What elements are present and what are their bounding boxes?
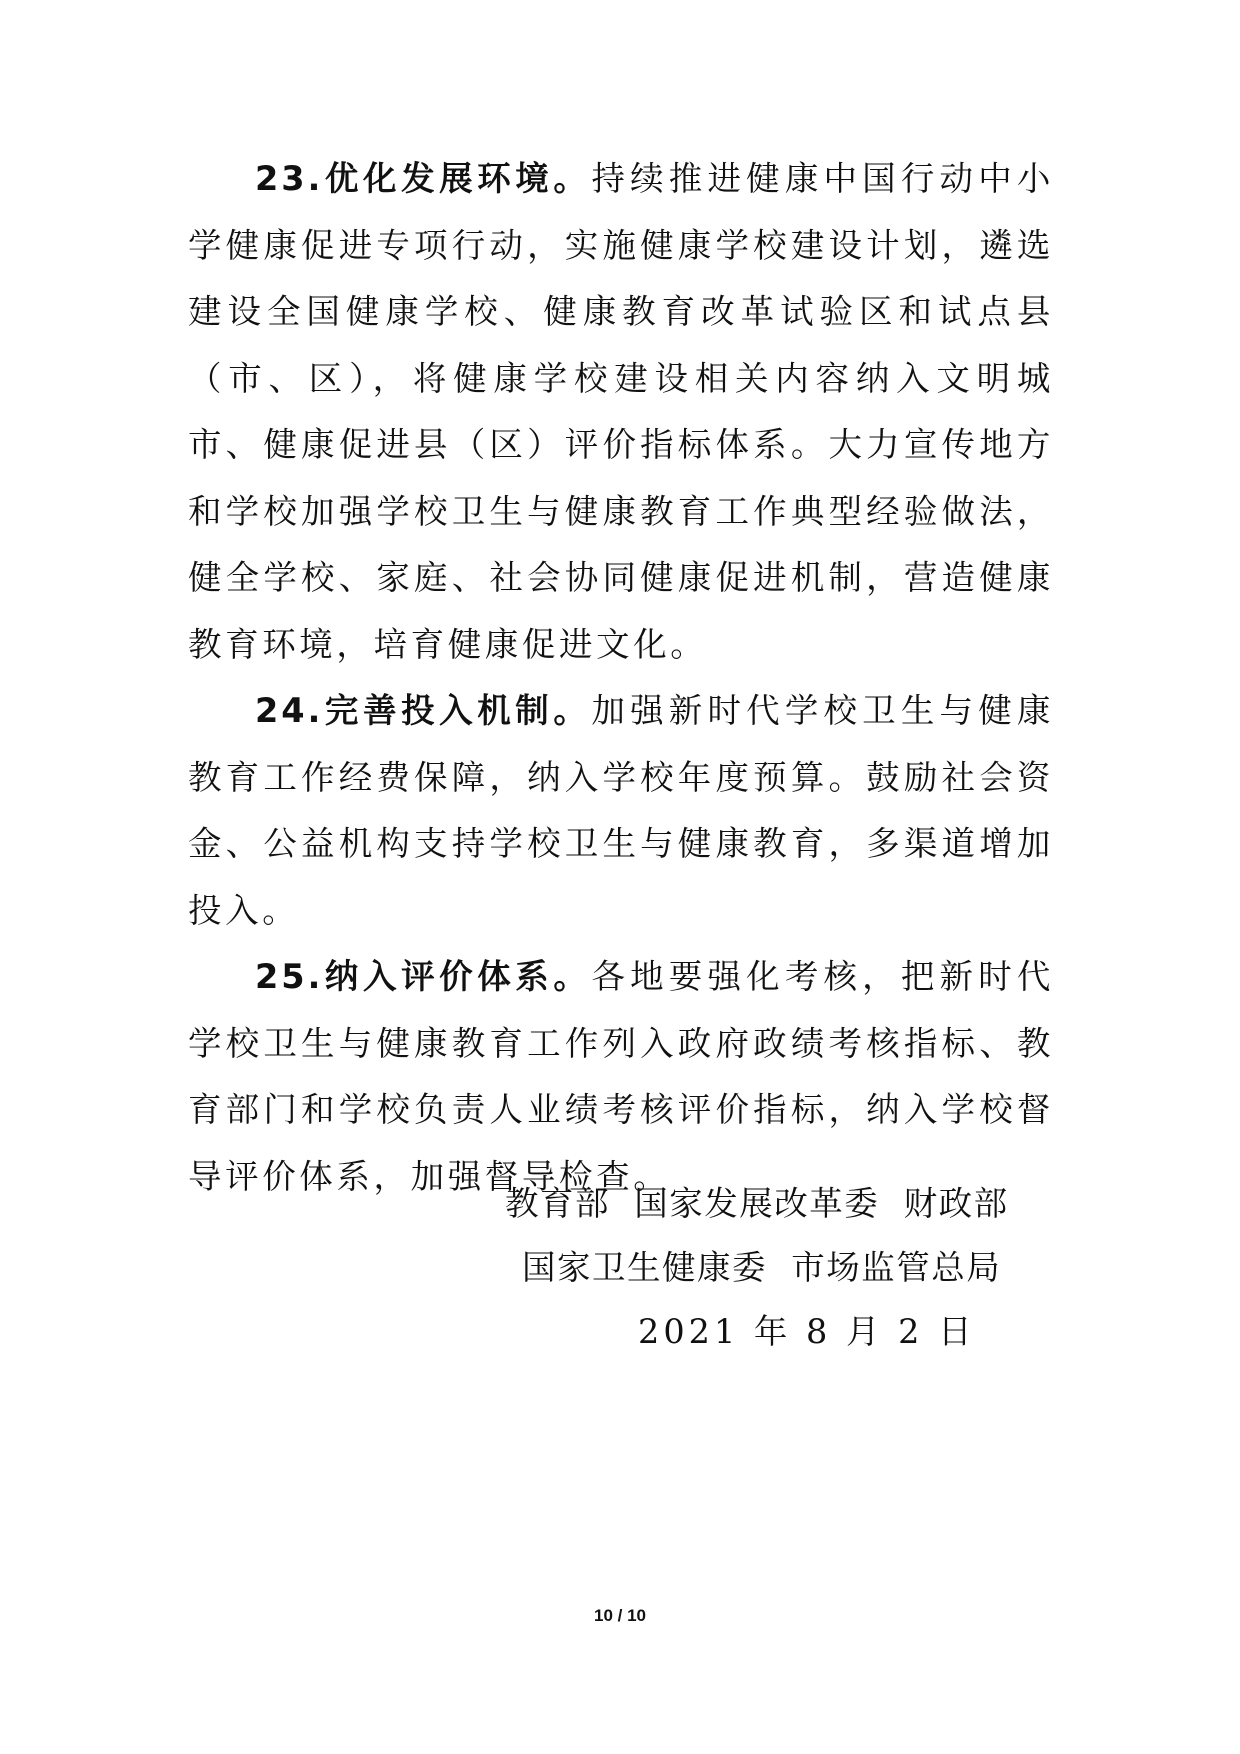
paragraph-23-heading: 23.优化发展环境。 xyxy=(255,159,592,198)
signature-date: 2021 年 8 月 2 日 xyxy=(638,1312,976,1351)
signature-issuers-line-1: 教育部 国家发展改革委 财政部 xyxy=(505,1184,1009,1223)
paragraph-23 xyxy=(188,146,1054,678)
signature-issuers-line-2: 国家卫生健康委 市场监管总局 xyxy=(522,1248,1002,1287)
paragraph-24-heading: 24.完善投入机制。 xyxy=(255,691,592,730)
page-number: 10 / 10 xyxy=(594,1606,646,1625)
paragraph-25 xyxy=(188,944,1054,1210)
paragraph-24-text: 加强新时代学校卫生与健康教育工作经费保障，纳入学校年度预算。鼓励社会资金、公益机构支持学校卫生与健康教育，多渠道增加投入。 xyxy=(188,691,1054,930)
paragraph-25-text: 各地要强化考核，把新时代学校卫生与健康教育工作列入政府政绩考核指标、教育部门和学校负责人业绩考核评价指标，纳入学校督导评价体系，加强督导检查。 xyxy=(188,957,1054,1196)
paragraph-23-text: 持续推进健康中国行动中小学健康促进专项行动，实施健康学校建设计划，遴选建设全国健康学校、健康教育改革试验区和试点县（市、区），将健康学校建设相关内容纳入文明城市、健康促进县（区）评价指标体系。大力宣传地方和学校加强学校卫生与健康教育工作典型经验做法，健全学校、家庭、社会协同健康促进机制，营造健康教育环境，培育健康促进文化。 xyxy=(188,159,1054,664)
paragraph-24 xyxy=(188,678,1054,944)
paragraph-25-heading: 25.纳入评价体系。 xyxy=(255,957,592,996)
document-body xyxy=(188,146,1054,1210)
